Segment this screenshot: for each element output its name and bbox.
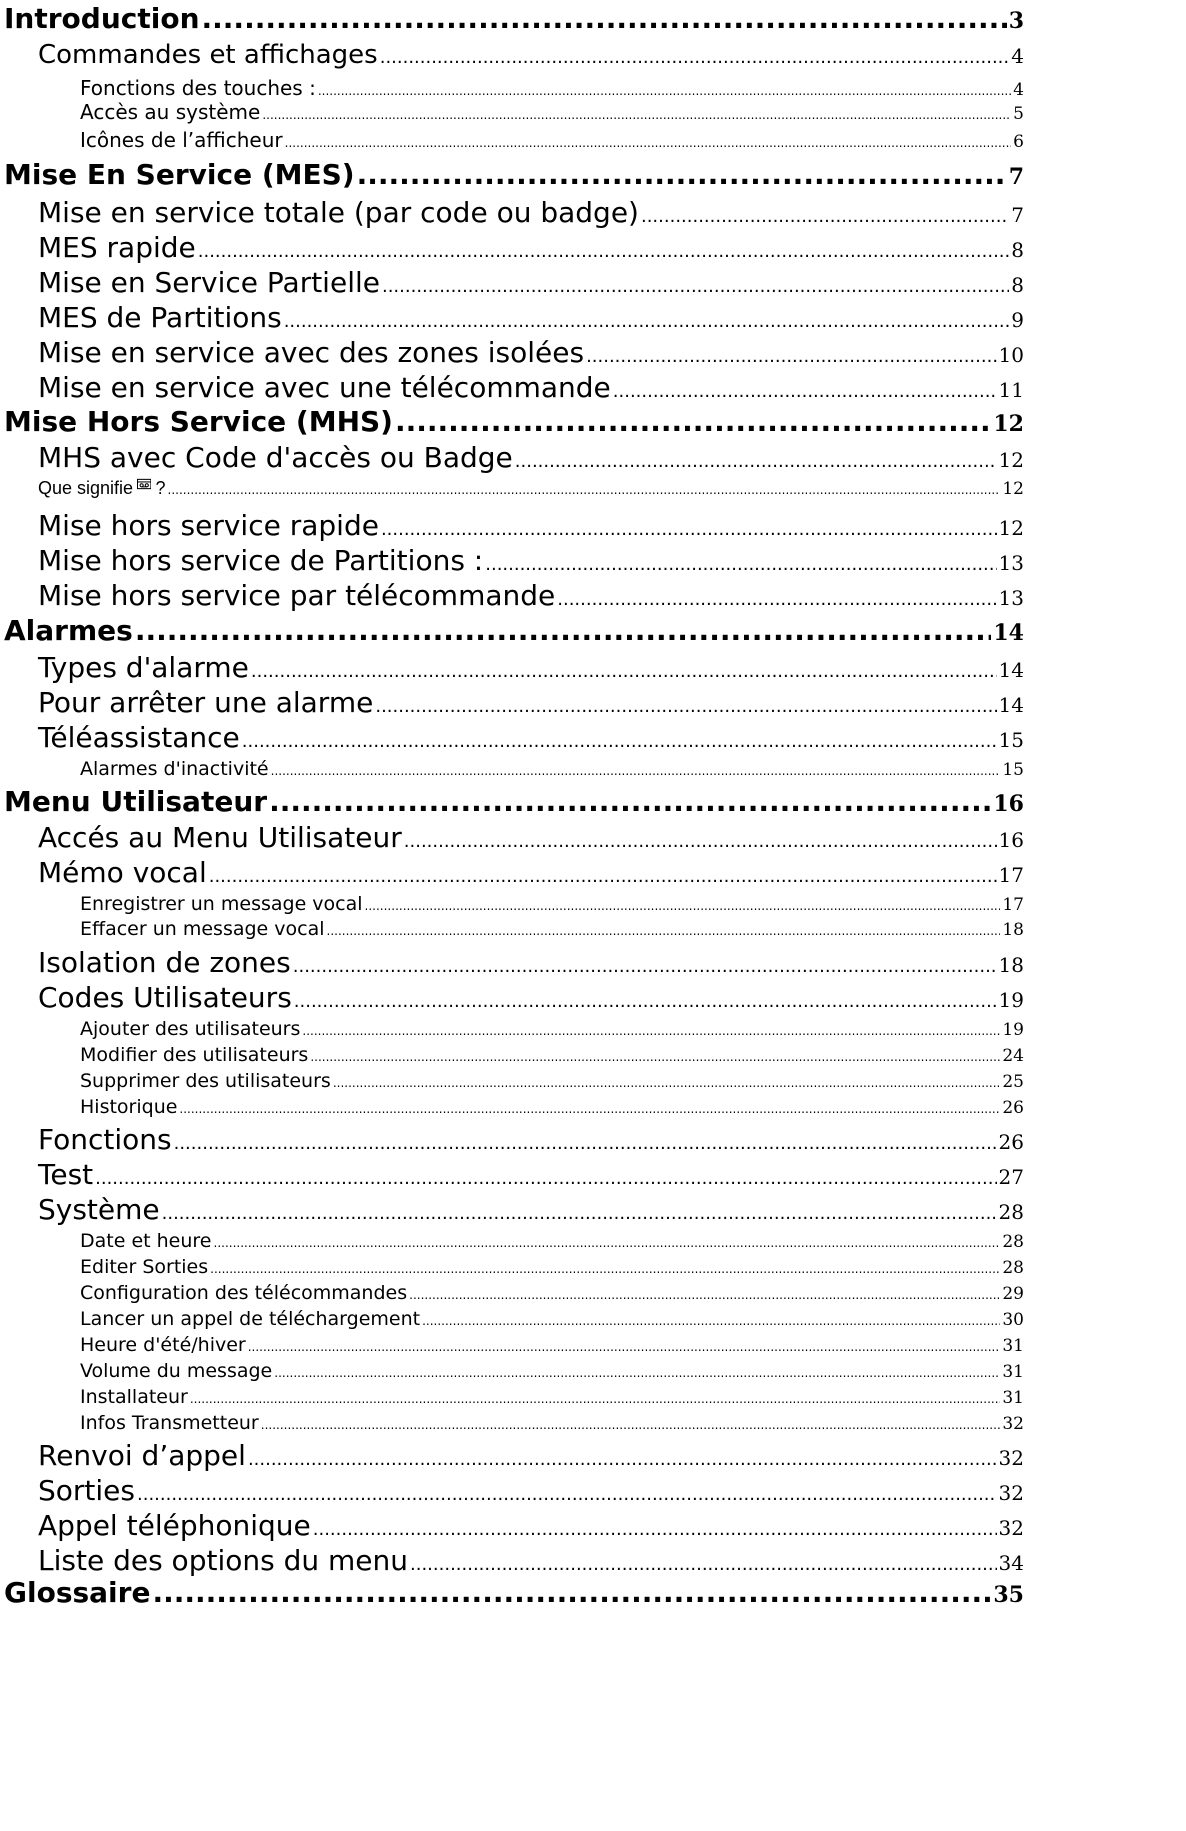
dot-leader — [404, 831, 997, 852]
dot-leader — [190, 1392, 1001, 1406]
toc-entry-date-et-heure[interactable] — [80, 1230, 1024, 1252]
toc-entry-commandes-et-affichages[interactable] — [38, 40, 1024, 70]
toc-page-number: 31 — [1002, 1336, 1024, 1356]
dot-leader — [357, 158, 1007, 191]
toc-entry-supprimer-des-utilisateurs[interactable] — [80, 1070, 1024, 1092]
dot-leader — [174, 1133, 997, 1154]
dot-leader — [271, 764, 1001, 778]
toc-page-number: 27 — [998, 1165, 1024, 1189]
toc-page-number: 18 — [998, 953, 1024, 977]
dot-leader — [515, 451, 997, 472]
toc-page-number: 28 — [998, 1200, 1024, 1224]
toc-page-number: 26 — [998, 1130, 1024, 1154]
toc-entry-title: Renvoi d’appel — [38, 1439, 246, 1472]
toc-page-number: 4 — [1011, 44, 1024, 68]
dot-leader — [269, 785, 991, 818]
toc-page-number: 12 — [993, 411, 1024, 437]
toc-page-number: 14 — [993, 620, 1024, 646]
toc-entry-mise-en-service-partielle[interactable] — [38, 266, 1024, 299]
toc-entry-title: Date et heure — [80, 1230, 212, 1252]
toc-entry-mhs-avec-code-d-acces-ou-badge[interactable] — [38, 441, 1024, 474]
dot-leader — [198, 241, 1010, 262]
toc-entry-title: Mise en service avec des zones isolées — [38, 336, 585, 369]
dot-leader — [318, 84, 1011, 98]
toc-entry-title: Que signifie — [38, 478, 134, 498]
toc-page-number: 10 — [998, 343, 1024, 367]
dot-leader — [395, 405, 991, 438]
dot-leader — [248, 1340, 1001, 1354]
toc-entry-title: Installateur — [80, 1386, 188, 1408]
toc-page-number: 15 — [998, 728, 1024, 752]
toc-entry-menu-utilisateur[interactable] — [4, 785, 1024, 818]
toc-entry-infos-transmetteur[interactable] — [80, 1412, 1024, 1434]
toc-entry-title: Fonctions des touches : — [80, 76, 316, 100]
dot-leader — [162, 1203, 997, 1224]
dot-leader — [251, 661, 997, 682]
toc-entry-mise-en-service-avec-des-zones-isolees[interactable] — [38, 336, 1024, 369]
dot-leader — [375, 696, 996, 717]
toc-entry-title: Alarmes — [4, 614, 133, 647]
toc-page-number: 18 — [1002, 920, 1024, 940]
toc-entry-title: Mise en service totale (par code ou badge) — [38, 196, 639, 229]
toc-entry-title: Mise Hors Service (MHS) — [4, 405, 393, 438]
toc-entry-title: Enregistrer un message vocal — [80, 893, 363, 915]
toc-page-number: 4 — [1013, 80, 1024, 100]
toc-entry-title: Glossaire — [4, 1576, 151, 1609]
toc-entry-alarmes-d-inactivite[interactable] — [80, 758, 1024, 780]
dot-leader — [214, 1236, 1001, 1250]
dot-leader — [365, 899, 1001, 913]
toc-entry-title: Introduction — [4, 2, 200, 35]
toc-page-number: 17 — [1002, 895, 1024, 915]
toc-entry-title: Mise hors service rapide — [38, 509, 379, 542]
toc-page-number: 8 — [1011, 238, 1024, 262]
toc-page-number: 32 — [998, 1516, 1024, 1540]
dot-leader — [586, 346, 996, 367]
toc-page-number: 17 — [998, 863, 1024, 887]
toc-entry-isolation-de-zones[interactable] — [38, 946, 1024, 979]
toc-page-number: 34 — [998, 1551, 1024, 1575]
dot-leader — [202, 2, 1007, 35]
toc-entry-liste-des-options-du-menu[interactable] — [38, 1544, 1024, 1577]
toc-entry-title: Sorties — [38, 1474, 135, 1507]
toc-entry-mes-de-partitions[interactable] — [38, 301, 1024, 334]
dot-leader — [409, 1288, 1000, 1302]
toc-entry-acces-au-systeme[interactable] — [80, 100, 1024, 124]
toc-entry-title: Lancer un appel de téléchargement — [80, 1308, 421, 1330]
toc-entry-mise-hors-service-par-telecommande[interactable] — [38, 579, 1024, 612]
toc-entry-heure-d-ete-hiver[interactable] — [80, 1334, 1024, 1356]
toc-page-number: 32 — [998, 1446, 1024, 1470]
dot-leader — [613, 381, 997, 402]
toc-entry-historique[interactable] — [80, 1096, 1024, 1118]
toc-entry-title: Editer Sorties — [80, 1256, 209, 1278]
dot-leader — [262, 108, 1011, 122]
toc-entry-test[interactable] — [38, 1158, 1024, 1191]
toc-entry-memo-vocal[interactable] — [38, 856, 1024, 889]
toc-entry-title: Mise hors service par télécommande — [38, 579, 556, 612]
dot-leader — [333, 1076, 1001, 1090]
toc-page-number: 7 — [1011, 203, 1024, 227]
toc-entry-mise-hors-service-mhs[interactable] — [4, 405, 1024, 438]
dot-leader — [313, 1519, 997, 1540]
toc-page-number: 14 — [998, 693, 1024, 717]
dot-leader — [285, 136, 1012, 150]
dot-leader — [135, 614, 992, 647]
toc-entry-title: MES de Partitions — [38, 301, 282, 334]
toc-page-number: 13 — [998, 586, 1024, 610]
toc-entry-teleassistance[interactable] — [38, 721, 1024, 754]
dot-leader — [302, 1024, 1000, 1038]
toc-entry-title: MHS avec Code d'accès ou Badge — [38, 441, 513, 474]
toc-entry-sorties[interactable] — [38, 1474, 1024, 1507]
toc-entry-title: Mise hors service de Partitions : — [38, 544, 484, 577]
toc-entry-title: Infos Transmetteur — [80, 1412, 259, 1434]
toc-entry-title: Mise En Service (MES) — [4, 158, 355, 191]
toc-entry-mise-hors-service-rapide[interactable] — [38, 509, 1024, 542]
toc-entry-title: Test — [38, 1158, 94, 1191]
toc-entry-systeme[interactable] — [38, 1193, 1024, 1226]
toc-page-number: 28 — [1002, 1258, 1024, 1278]
toc-entry-title: Supprimer des utilisateurs — [80, 1070, 331, 1092]
toc-page-number: 8 — [1011, 273, 1024, 297]
toc-entry-title: Commandes et affichages — [38, 40, 378, 70]
toc-page-number: 25 — [1002, 1072, 1024, 1092]
toc-page-number: 13 — [998, 551, 1024, 575]
toc-page-number: 32 — [998, 1481, 1024, 1505]
dot-leader — [422, 1314, 1000, 1328]
dot-leader — [310, 1050, 1000, 1064]
toc-entry-title: Isolation de zones — [38, 946, 291, 979]
toc-page-number: 26 — [1002, 1098, 1024, 1118]
toc-entry-title: Alarmes d'inactivité — [80, 758, 269, 780]
toc-entry-title: Codes Utilisateurs — [38, 981, 292, 1014]
toc-page-number: 31 — [1002, 1388, 1024, 1408]
toc-page-number: 5 — [1013, 104, 1024, 124]
toc-page-number: 12 — [998, 516, 1024, 540]
dot-leader — [381, 519, 997, 540]
cassette-icon — [137, 474, 151, 494]
dot-leader — [168, 483, 1001, 497]
toc-page-number: 19 — [1002, 1020, 1024, 1040]
toc-entry-title: Modifier des utilisateurs — [80, 1044, 309, 1066]
toc-entry-title: Heure d'été/hiver — [80, 1334, 246, 1356]
toc-entry-appel-telephonique[interactable] — [38, 1509, 1024, 1542]
toc-page-number: 16 — [993, 791, 1024, 817]
toc-entry-effacer-un-message-vocal[interactable] — [80, 918, 1024, 940]
toc-page-number: 31 — [1002, 1362, 1024, 1382]
toc-page-number: 29 — [1002, 1284, 1024, 1304]
toc-entry-title: Mémo vocal — [38, 856, 207, 889]
toc-entry-title: Effacer un message vocal — [80, 918, 325, 940]
toc-page-number: 15 — [1002, 760, 1024, 780]
toc-entry-mise-en-service-totale-par-code-ou-badge[interactable] — [38, 196, 1024, 229]
toc-page-number: 24 — [1002, 1046, 1024, 1066]
dot-leader — [382, 276, 1009, 297]
dot-leader — [557, 589, 996, 610]
toc-page-number: 12 — [998, 448, 1024, 472]
toc-page-number: 28 — [1002, 1232, 1024, 1252]
dot-leader — [95, 1168, 996, 1189]
toc-entry-acces-au-menu-utilisateur[interactable] — [38, 821, 1024, 854]
toc-entry-codes-utilisateurs[interactable] — [38, 981, 1024, 1014]
dot-leader — [641, 206, 1009, 227]
toc-entry-title: Mise en service avec une télécommande — [38, 371, 611, 404]
dot-leader — [327, 924, 1001, 938]
toc-entry-title: Appel téléphonique — [38, 1509, 311, 1542]
toc-page-number: 16 — [998, 828, 1024, 852]
toc-page-number: 19 — [998, 988, 1024, 1012]
toc-entry-title: Mise en Service Partielle — [38, 266, 380, 299]
toc-entry-title: Téléassistance — [38, 721, 240, 754]
toc-entry-title: Ajouter des utilisateurs — [80, 1018, 301, 1040]
dot-leader — [242, 731, 997, 752]
toc-entry-mes-rapide[interactable] — [38, 231, 1024, 264]
toc-entry-title: Accés au Menu Utilisateur — [38, 821, 402, 854]
toc-entry-title: Menu Utilisateur — [4, 785, 268, 818]
toc-page-number: 3 — [1008, 8, 1024, 34]
toc-entry-alarmes[interactable] — [4, 614, 1024, 647]
toc-entry-pour-arreter-une-alarme[interactable] — [38, 686, 1024, 719]
toc-entry-title: Système — [38, 1193, 160, 1226]
toc-entry-lancer-un-appel-de-telechargement[interactable] — [80, 1308, 1024, 1330]
toc-entry-glossaire[interactable] — [4, 1576, 1024, 1609]
dot-leader — [210, 1262, 1000, 1276]
toc-entry-ajouter-des-utilisateurs[interactable] — [80, 1018, 1024, 1040]
toc-entry-enregistrer-un-message-vocal[interactable] — [80, 893, 1024, 915]
toc-entry-editer-sorties[interactable] — [80, 1256, 1024, 1278]
toc-entry-fonctions[interactable] — [38, 1123, 1024, 1156]
toc-entry-title: Volume du message — [80, 1360, 273, 1382]
dot-leader — [209, 866, 997, 887]
toc-page-number: 11 — [998, 378, 1024, 402]
toc-entry-title: Historique — [80, 1096, 178, 1118]
toc-entry-mise-hors-service-de-partitions[interactable] — [38, 544, 1024, 577]
toc-entry-mise-en-service-avec-une-telecommande[interactable] — [38, 371, 1024, 404]
toc-page-number: 32 — [1002, 1414, 1024, 1434]
toc-page-number: 7 — [1008, 164, 1024, 190]
toc-page-number: 30 — [1002, 1310, 1024, 1330]
toc-entry-configuration-des-telecommandes[interactable] — [80, 1282, 1024, 1304]
toc-entry-title: Configuration des télécommandes — [80, 1282, 408, 1304]
toc-entry-title: Types d'alarme — [38, 651, 249, 684]
dot-leader — [380, 47, 1010, 68]
toc-entry-title-suffix: ? — [155, 478, 166, 498]
dot-leader — [179, 1102, 1000, 1116]
toc-entry-icones-de-l-afficheur[interactable] — [80, 128, 1024, 152]
toc-entry-fonctions-des-touches[interactable] — [80, 76, 1024, 100]
toc-entry-title: MES rapide — [38, 231, 196, 264]
toc-entry-que-signifie[interactable] — [38, 474, 1024, 499]
toc-entry-title: Icônes de l’afficheur — [80, 128, 283, 152]
toc-entry-volume-du-message[interactable] — [80, 1360, 1024, 1382]
toc-entry-types-d-alarme[interactable] — [38, 651, 1024, 684]
toc-page-number: 14 — [998, 658, 1024, 682]
toc-entry-introduction[interactable] — [4, 2, 1024, 35]
dot-leader — [248, 1449, 997, 1470]
toc-entry-title: Fonctions — [38, 1123, 172, 1156]
dot-leader — [284, 311, 1010, 332]
toc-page-number: 35 — [993, 1582, 1024, 1608]
toc-entry-title: Liste des options du menu — [38, 1544, 409, 1577]
toc-page-number: 9 — [1011, 308, 1024, 332]
toc-entry-title: Pour arrêter une alarme — [38, 686, 374, 719]
toc-page-number: 12 — [1002, 479, 1024, 499]
dot-leader — [274, 1366, 1000, 1380]
dot-leader — [294, 991, 997, 1012]
dot-leader — [293, 956, 997, 977]
toc-entry-renvoi-d-appel[interactable] — [38, 1439, 1024, 1472]
dot-leader — [137, 1484, 997, 1505]
toc-entry-mise-en-service-mes[interactable] — [4, 158, 1024, 191]
toc-page-number: 6 — [1013, 132, 1024, 152]
dot-leader — [152, 1576, 991, 1609]
toc-entry-installateur[interactable] — [80, 1386, 1024, 1408]
toc-entry-modifier-des-utilisateurs[interactable] — [80, 1044, 1024, 1066]
dot-leader — [410, 1554, 997, 1575]
dot-leader — [261, 1418, 1001, 1432]
toc-entry-title: Accès au système — [80, 100, 261, 124]
dot-leader — [485, 554, 996, 575]
